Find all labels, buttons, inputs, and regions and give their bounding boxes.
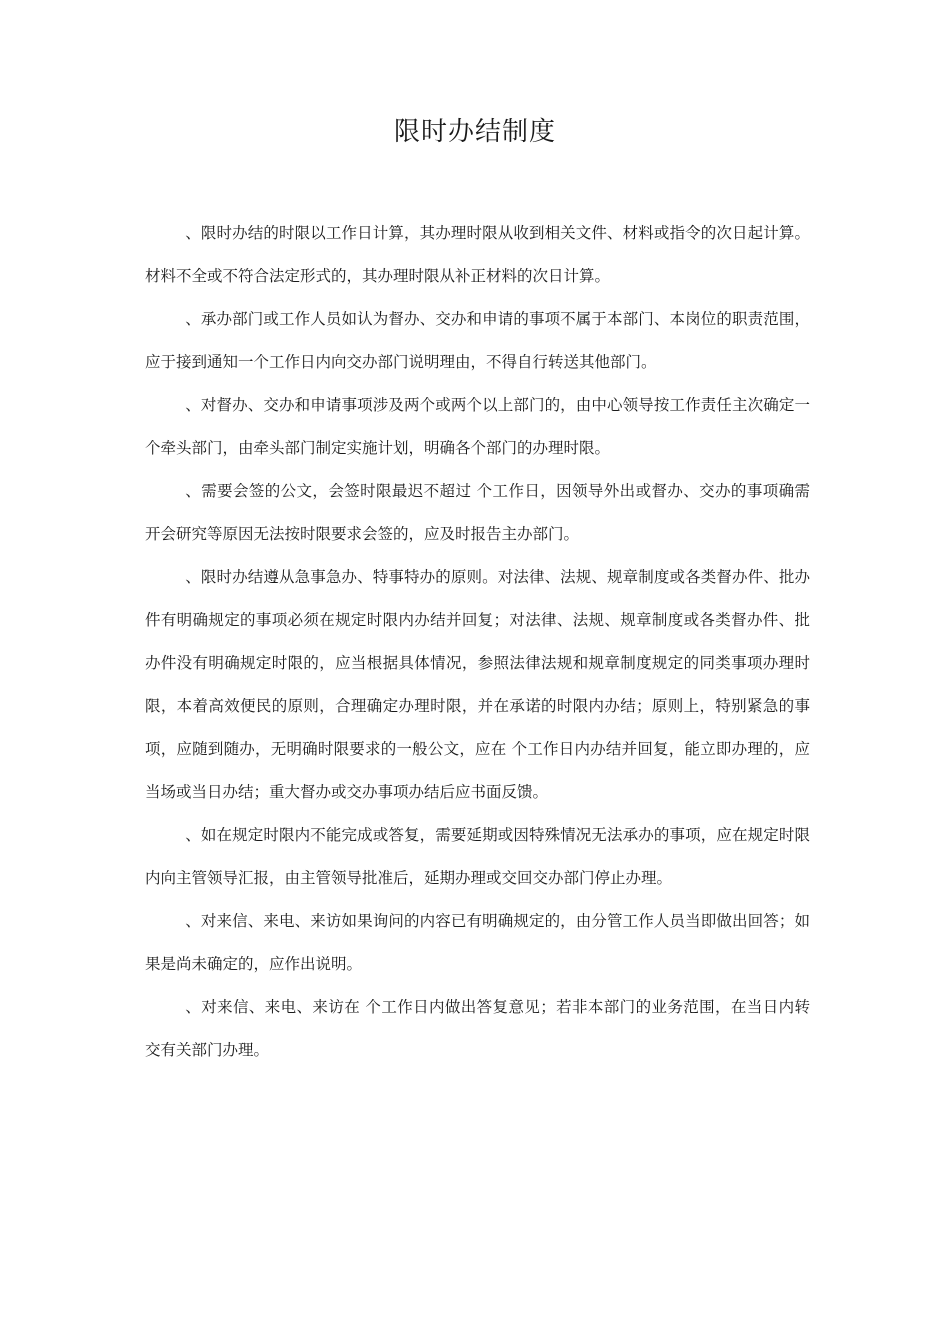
paragraph-4: 、需要会签的公文，会签时限最迟不超过 个工作日，因领导外出或督办、交办的事项确需开会研究等原因无法按时限要求会签的，应及时报告主办部门。 <box>145 482 810 543</box>
document-body <box>145 212 810 1072</box>
paragraph-3: 、对督办、交办和申请事项涉及两个或两个以上部门的，由中心领导按工作责任主次确定一个牵头部门，由牵头部门制定实施计划，明确各个部门的办理时限。 <box>145 396 810 457</box>
paragraph-1: 、限时办结的时限以工作日计算，其办理时限从收到相关文件、材料或指令的次日起计算。材料不全或不符合法定形式的，其办理时限从补正材料的次日计算。 <box>145 224 810 285</box>
paragraph-8: 、对来信、来电、来访在 个工作日内做出答复意见；若非本部门的业务范围，在当日内转交有关部门办理。 <box>145 998 810 1059</box>
paragraph-5: 、限时办结遵从急事急办、特事特办的原则。对法律、法规、规章制度或各类督办件、批办件有明确规定的事项必须在规定时限内办结并回复；对法律、法规、规章制度或各类督办件、批办件没有明确规定时限的，应当根据具体情况，参照法律法规和规章制度规定的同类事项办理时限，本着高效便民的原则，合理确定办理时限，并在承诺的时限内办结；原则上，特别紧急的事项，应随到随办，无明确时限要求的一般公文，应在 个工作日内办结并回复，能立即办理的，应当场或当日办结；重大督办或交办事项办结后应书面反馈。 <box>145 568 810 801</box>
document-title: 限时办结制度 <box>393 117 556 147</box>
paragraph-7: 、对来信、来电、来访如果询问的内容已有明确规定的，由分管工作人员当即做出回答；如果是尚未确定的，应作出说明。 <box>145 912 810 973</box>
paragraph-6: 、如在规定时限内不能完成或答复，需要延期或因特殊情况无法承办的事项，应在规定时限内向主管领导汇报，由主管领导批准后，延期办理或交回交办部门停止办理。 <box>145 826 810 887</box>
paragraph-2: 、承办部门或工作人员如认为督办、交办和申请的事项不属于本部门、本岗位的职责范围，应于接到通知一个工作日内向交办部门说明理由，不得自行转送其他部门。 <box>145 310 810 371</box>
